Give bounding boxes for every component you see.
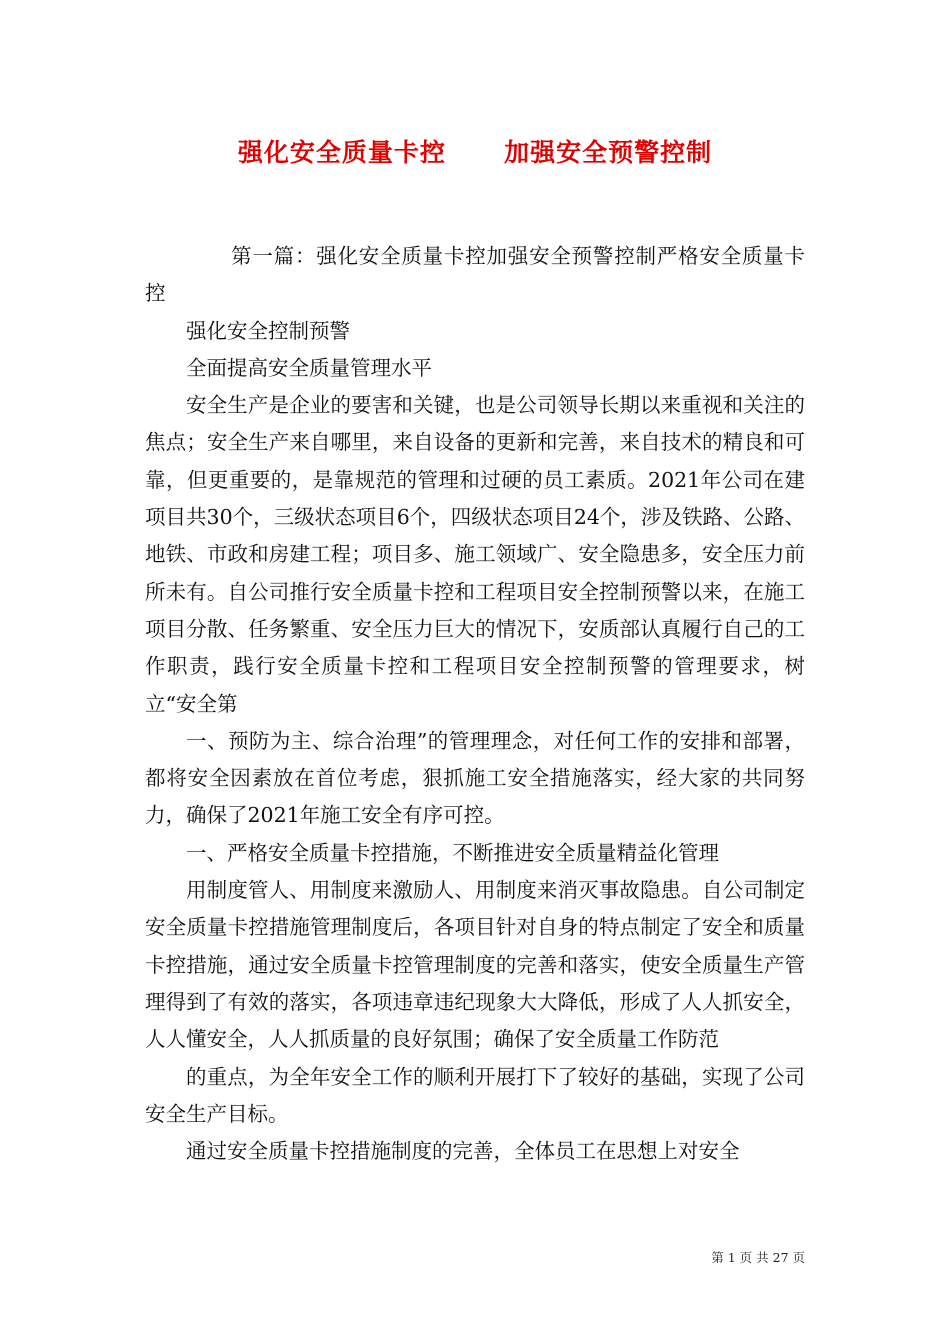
paragraph-4: 安全生产是企业的要害和关键，也是公司领导长期以来重视和关注的焦点；安全生产来自哪里，来自设备的更新和完善，来自技术的精良和可靠，但更重要的，是靠规范的管理和过硬的员工素质。2021年公司在建项目共30个，三级状态项目6个，四级状态项目24个，涉及铁路、公路、地铁、市政和房建工程；项目多、施工领域广、安全隐患多，安全压力前所未有。自公司推行安全质量卡控和工程项目安全控制预警以来，在施工项目分散、任务繁重、安全压力巨大的情况下，安质部认真履行自己的工作职责，践行安全质量卡控和工程项目安全控制预警的管理要求，树立“安全第 [145, 393, 805, 716]
paragraph-9: 通过安全质量卡控措施制度的完善，全体员工在思想上对安全 [186, 1139, 740, 1164]
document-body [145, 238, 805, 1170]
document-title: 强化安全质量卡控 加强安全预警控制 [237, 138, 713, 167]
paragraph-3: 全面提高安全质量管理水平 [186, 355, 432, 380]
paragraph-5: 一、预防为主、综合治理”的管理理念，对任何工作的安排和部署，都将安全因素放在首位考虑，狠抓施工安全措施落实，经大家的共同努力，确保了2021年施工安全有序可控。 [145, 728, 805, 828]
paragraph-1: 第一篇：强化安全质量卡控加强安全预警控制严格安全质量卡控 [145, 244, 805, 306]
page-number-footer: 第 1 页 共 27 页 [711, 1250, 805, 1265]
paragraph-6: 一、严格安全质量卡控措施，不断推进安全质量精益化管理 [186, 840, 719, 865]
paragraph-2: 强化安全控制预警 [186, 318, 350, 343]
paragraph-7: 用制度管人、用制度来激励人、用制度来消灭事故隐患。自公司制定安全质量卡控措施管理制度后，各项目针对自身的特点制定了安全和质量卡控措施，通过安全质量卡控管理制度的完善和落实，使安全质量生产管理得到了有效的落实，各项违章违纪现象大大降低，形成了人人抓安全，人人懂安全，人人抓质量的良好氛围；确保了安全质量工作防范 [145, 878, 805, 1052]
paragraph-8: 的重点，为全年安全工作的顺利开展打下了较好的基础，实现了公司安全生产目标。 [145, 1064, 805, 1126]
